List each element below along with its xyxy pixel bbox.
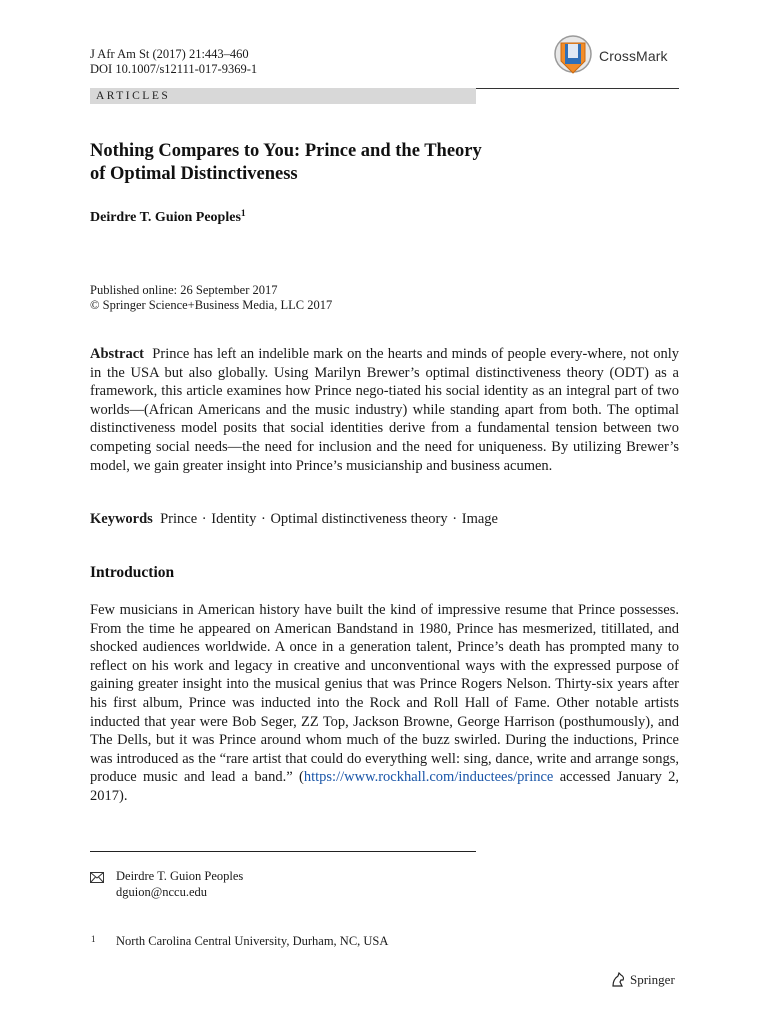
crossmark-icon xyxy=(553,33,593,79)
introduction-paragraph xyxy=(90,601,679,806)
keyword-item: Identity xyxy=(211,511,257,527)
keyword-item: Image xyxy=(461,511,498,527)
keyword-item: Optimal distinctiveness theory xyxy=(270,511,448,527)
publisher-logo xyxy=(610,972,675,988)
envelope-icon xyxy=(90,870,104,888)
introduction-text-end: accessed January 2, 2017). xyxy=(90,769,680,804)
contact-email[interactable]: dguion@nccu.edu xyxy=(116,885,208,899)
title-line-1: Nothing Compares to You: Prince and the Theory xyxy=(90,141,482,161)
footnote-rule xyxy=(90,851,476,852)
introduction-text: Few musicians in American history have built the kind of impressive resume that Prince possesses. From the time he appeared on American Bandstand in 1980, Prince has mesmerized, titillated, and shocked audiences worldwide. A once in a generation talent, Prince’s death has prompted many to reflect on his work and legacy in creative and unconventional ways with the expressed purpose of gaining greater insight into the musical genius that was Prince Rogers Nelson. Thirty-six years after his first album, Prince was inducted into the Rock and Roll Hall of Fame. Other notable artists inducted that year were Bob Seger, ZZ Top, Jackson Browne, George Harrison (posthumously), and The Dells, but it was Prince around whom much of the buzz swirled. During the inductions, Prince was introduced as the “rare artist that could do everything well: sing, dance, write and arrange songs, produce music and lead a band.” ( xyxy=(90,602,679,786)
publisher-name: Springer xyxy=(630,972,675,987)
keywords-label: Keywords xyxy=(90,511,153,527)
author-affiliation-mark: 1 xyxy=(240,209,246,219)
author xyxy=(90,209,246,226)
springer-horse-icon xyxy=(610,972,626,988)
keywords xyxy=(90,510,679,529)
affiliation-text: North Carolina Central University, Durham, NC, USA xyxy=(116,934,389,948)
section-label: ARTICLES xyxy=(96,90,171,102)
keyword-separator: · xyxy=(201,511,207,527)
keyword-item: Prince xyxy=(160,511,198,527)
article-title xyxy=(90,140,680,186)
section-heading-introduction: Introduction xyxy=(90,564,175,581)
contact-name: Deirdre T. Guion Peoples xyxy=(116,869,244,883)
journal-reference: J Afr Am St (2017) 21:443–460 xyxy=(90,47,249,61)
doi[interactable]: DOI 10.1007/s12111-017-9369-1 xyxy=(90,62,258,76)
rockhall-link[interactable]: https://www.rockhall.com/inductees/prince xyxy=(303,769,554,786)
abstract xyxy=(90,345,679,475)
title-line-2: of Optimal Distinctiveness xyxy=(90,164,298,184)
abstract-text: Prince has left an indelible mark on the hearts and minds of people every-where, not only in the USA but also globally. Using Marilyn Brewer’s optimal distinctiveness theory (ODT) as a framework, this article examines how Prince nego-tiated his social identity as an integral part of two worlds—(African Americans and the music industry) while standing apart from both. The optimal distinctiveness model posits that social identities derive from a fundamental tension between two competing social needs—the need for inclusion and the need for uniqueness. By utilizing Brewer’s model, we gain greater insight into Prince’s musicianship and business acumen. xyxy=(90,346,679,474)
copyright: © Springer Science+Business Media, LLC 2017 xyxy=(90,298,333,312)
crossmark-badge[interactable] xyxy=(553,33,668,79)
keyword-separator: · xyxy=(260,511,266,527)
author-name[interactable]: Deirdre T. Guion Peoples xyxy=(90,210,241,225)
keyword-separator: · xyxy=(452,511,458,527)
crossmark-label: CrossMark xyxy=(599,48,668,64)
published-online: Published online: 26 September 2017 xyxy=(90,283,278,297)
abstract-label: Abstract xyxy=(90,346,144,362)
affiliation-number: 1 xyxy=(91,934,96,944)
section-rule xyxy=(476,88,679,89)
